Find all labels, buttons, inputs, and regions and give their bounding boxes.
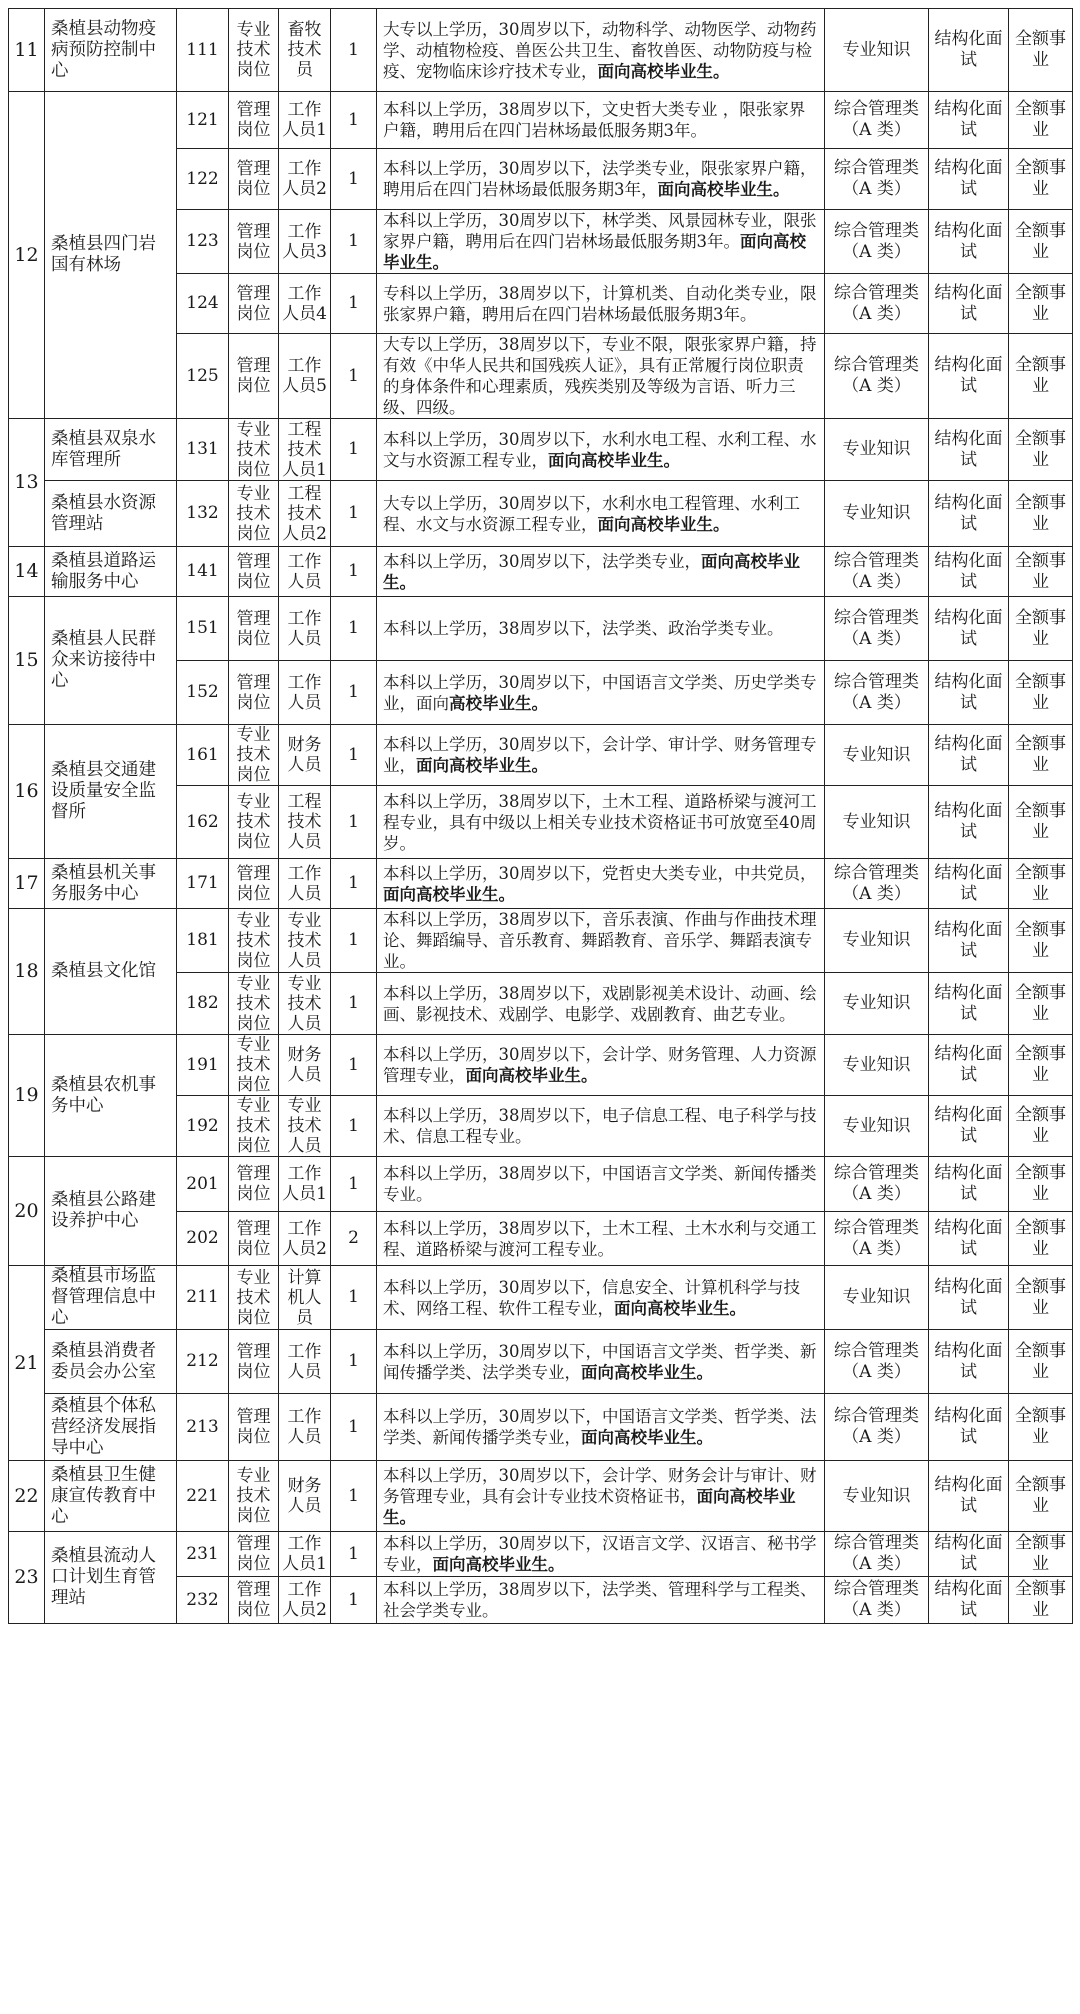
- requirements-cell: [377, 481, 825, 547]
- exam-category-cell: 综合管理类（A 类）: [825, 1532, 929, 1577]
- table-row: [9, 859, 1073, 909]
- headcount-cell: 1: [331, 9, 377, 92]
- position-code-cell: 111: [177, 9, 229, 92]
- exam-category-cell: 专业知识: [825, 909, 929, 973]
- position-title-cell: 工作人员1: [279, 1157, 331, 1212]
- funding-type-cell: 全额事业: [1009, 9, 1073, 92]
- funding-type-cell: 全额事业: [1009, 481, 1073, 547]
- position-title-cell: 工作人员: [279, 1330, 331, 1394]
- unit-name-cell: 桑植县动物疫病预防控制中心: [45, 9, 177, 92]
- headcount-cell: 1: [331, 597, 377, 661]
- table-row: [9, 419, 1073, 481]
- exam-category-cell: 专业知识: [825, 9, 929, 92]
- exam-category-cell: 综合管理类（A 类）: [825, 1330, 929, 1394]
- unit-name-cell: 桑植县公路建设养护中心: [45, 1157, 177, 1266]
- interview-type-cell: 结构化面试: [929, 274, 1009, 334]
- unit-name-cell: 桑植县人民群众来访接待中心: [45, 597, 177, 725]
- requirements-emphasis: 面向高校毕业生。: [548, 450, 680, 470]
- headcount-cell: 1: [331, 973, 377, 1035]
- requirements-emphasis: 面向高校毕业生。: [597, 61, 730, 81]
- interview-type-cell: 结构化面试: [929, 661, 1009, 725]
- position-title-cell: 专业技术人员: [279, 909, 331, 973]
- requirements-cell: [377, 1330, 825, 1394]
- requirements-emphasis: 高校毕业生。: [449, 693, 548, 713]
- unit-name-cell: 桑植县机关事务服务中心: [45, 859, 177, 909]
- position-title-cell: 工作人员5: [279, 334, 331, 419]
- headcount-cell: 1: [331, 786, 377, 859]
- unit-name-cell: 桑植县道路运输服务中心: [45, 547, 177, 597]
- exam-category-cell: 综合管理类（A 类）: [825, 597, 929, 661]
- recruitment-table-document: [8, 8, 1073, 1624]
- requirements-cell: [377, 419, 825, 481]
- funding-type-cell: 全额事业: [1009, 786, 1073, 859]
- position-type-cell: 专业技术岗位: [229, 909, 279, 973]
- requirements-cell: [377, 597, 825, 661]
- headcount-cell: 1: [331, 1461, 377, 1532]
- seq-number-cell: 14: [9, 547, 45, 597]
- position-title-cell: 工作人员4: [279, 274, 331, 334]
- position-code-cell: 201: [177, 1157, 229, 1212]
- requirements-emphasis: 面向高校毕业生。: [383, 1486, 796, 1527]
- requirements-emphasis: 面向高校毕业生。: [383, 884, 515, 904]
- exam-category-cell: 综合管理类（A 类）: [825, 1394, 929, 1461]
- table-row: [9, 1532, 1073, 1577]
- position-title-cell: 工程技术人员1: [279, 419, 331, 481]
- requirements-text: 大专以上学历，38周岁以下，专业不限，限张家界户籍，持有效《中华人民共和国残疾人证》，具有正常履行岗位职责的身体条件和心理素质，残疾类别及等级为言语、听力三级、四级。: [383, 335, 817, 417]
- position-type-cell: 管理岗位: [229, 597, 279, 661]
- position-type-cell: 专业技术岗位: [229, 419, 279, 481]
- funding-type-cell: 全额事业: [1009, 1266, 1073, 1330]
- position-type-cell: 专业技术岗位: [229, 1266, 279, 1330]
- funding-type-cell: 全额事业: [1009, 210, 1073, 274]
- requirements-cell: [377, 334, 825, 419]
- table-row: [9, 1157, 1073, 1212]
- funding-type-cell: 全额事业: [1009, 1394, 1073, 1461]
- requirements-emphasis: 面向高校毕业生。: [383, 232, 806, 272]
- table-row: [9, 1461, 1073, 1532]
- requirements-text: 本科以上学历，30周岁以下，法学类专业，限张家界户籍，聘用后在四门岩林场最低服务期3年，: [383, 159, 817, 199]
- position-title-cell: 专业技术人员: [279, 1096, 331, 1157]
- position-title-cell: 工作人员1: [279, 92, 331, 149]
- funding-type-cell: 全额事业: [1009, 859, 1073, 909]
- requirements-text: 本科以上学历，30周岁以下，会计学、财务管理、人力资源管理专业，: [383, 1045, 817, 1085]
- position-type-cell: 管理岗位: [229, 149, 279, 210]
- funding-type-cell: 全额事业: [1009, 661, 1073, 725]
- requirements-cell: [377, 1577, 825, 1624]
- position-code-cell: 212: [177, 1330, 229, 1394]
- position-title-cell: 工作人员3: [279, 210, 331, 274]
- funding-type-cell: 全额事业: [1009, 725, 1073, 786]
- position-code-cell: 161: [177, 725, 229, 786]
- exam-category-cell: 专业知识: [825, 973, 929, 1035]
- requirements-emphasis: 面向高校毕业生。: [383, 551, 800, 592]
- requirements-emphasis: 面向高校毕业生。: [416, 756, 548, 775]
- unit-name-cell: 桑植县消费者委员会办公室: [45, 1330, 177, 1394]
- funding-type-cell: 全额事业: [1009, 1532, 1073, 1577]
- exam-category-cell: 专业知识: [825, 1266, 929, 1330]
- headcount-cell: 1: [331, 210, 377, 274]
- funding-type-cell: 全额事业: [1009, 909, 1073, 973]
- requirements-cell: [377, 859, 825, 909]
- position-title-cell: 工作人员2: [279, 1577, 331, 1624]
- position-code-cell: 132: [177, 481, 229, 547]
- requirements-emphasis: 面向高校毕业生。: [597, 514, 730, 534]
- headcount-cell: 1: [331, 1532, 377, 1577]
- headcount-cell: 1: [331, 1096, 377, 1157]
- interview-type-cell: 结构化面试: [929, 149, 1009, 210]
- position-type-cell: 专业技术岗位: [229, 1461, 279, 1532]
- position-title-cell: 计算机人员: [279, 1266, 331, 1330]
- position-type-cell: 管理岗位: [229, 1212, 279, 1266]
- position-type-cell: 管理岗位: [229, 1532, 279, 1577]
- seq-number-cell: 17: [9, 859, 45, 909]
- position-type-cell: 专业技术岗位: [229, 9, 279, 92]
- funding-type-cell: 全额事业: [1009, 1461, 1073, 1532]
- funding-type-cell: 全额事业: [1009, 597, 1073, 661]
- position-code-cell: 151: [177, 597, 229, 661]
- funding-type-cell: 全额事业: [1009, 92, 1073, 149]
- requirements-cell: [377, 149, 825, 210]
- exam-category-cell: 综合管理类（A 类）: [825, 859, 929, 909]
- headcount-cell: 1: [331, 661, 377, 725]
- position-code-cell: 122: [177, 149, 229, 210]
- position-title-cell: 财务人员: [279, 1461, 331, 1532]
- table-row: [9, 92, 1073, 149]
- position-code-cell: 202: [177, 1212, 229, 1266]
- interview-type-cell: 结构化面试: [929, 1330, 1009, 1394]
- position-code-cell: 125: [177, 334, 229, 419]
- funding-type-cell: 全额事业: [1009, 274, 1073, 334]
- funding-type-cell: 全额事业: [1009, 547, 1073, 597]
- position-code-cell: 131: [177, 419, 229, 481]
- exam-category-cell: 综合管理类（A 类）: [825, 274, 929, 334]
- seq-number-cell: 12: [9, 92, 45, 419]
- interview-type-cell: 结构化面试: [929, 1157, 1009, 1212]
- funding-type-cell: 全额事业: [1009, 973, 1073, 1035]
- position-title-cell: 工作人员: [279, 597, 331, 661]
- requirements-cell: [377, 1394, 825, 1461]
- requirements-cell: [377, 1461, 825, 1532]
- exam-category-cell: 综合管理类（A 类）: [825, 92, 929, 149]
- requirements-text: 本科以上学历，30周岁以下，会计学、财务会计与审计、财务管理专业，具有会计专业技术资格证书，: [383, 1465, 817, 1506]
- position-code-cell: 171: [177, 859, 229, 909]
- position-type-cell: 管理岗位: [229, 274, 279, 334]
- interview-type-cell: 结构化面试: [929, 210, 1009, 274]
- interview-type-cell: 结构化面试: [929, 859, 1009, 909]
- position-type-cell: 管理岗位: [229, 334, 279, 419]
- headcount-cell: 1: [331, 909, 377, 973]
- headcount-cell: 1: [331, 149, 377, 210]
- position-code-cell: 123: [177, 210, 229, 274]
- table-row: [9, 1266, 1073, 1330]
- table-row: [9, 909, 1073, 973]
- position-title-cell: 工作人员2: [279, 1212, 331, 1266]
- requirements-cell: [377, 1096, 825, 1157]
- table-row: [9, 9, 1073, 92]
- headcount-cell: 1: [331, 274, 377, 334]
- seq-number-cell: 22: [9, 1461, 45, 1532]
- position-title-cell: 工程技术人员: [279, 786, 331, 859]
- seq-number-cell: 11: [9, 9, 45, 92]
- requirements-text: 本科以上学历，38周岁以下，中国语言文学类、新闻传播类专业。: [383, 1164, 817, 1204]
- requirements-emphasis: 面向高校毕业生。: [657, 180, 790, 199]
- position-code-cell: 181: [177, 909, 229, 973]
- interview-type-cell: 结构化面试: [929, 1096, 1009, 1157]
- exam-category-cell: 综合管理类（A 类）: [825, 1157, 929, 1212]
- position-code-cell: 124: [177, 274, 229, 334]
- requirements-cell: [377, 9, 825, 92]
- headcount-cell: 1: [331, 334, 377, 419]
- position-type-cell: 管理岗位: [229, 661, 279, 725]
- position-title-cell: 工作人员: [279, 1394, 331, 1461]
- requirements-text: 本科以上学历，38周岁以下，戏剧影视美术设计、动画、绘画、影视技术、戏剧学、电影学、戏剧教育、曲艺专业。: [383, 983, 817, 1024]
- table-row: [9, 1035, 1073, 1096]
- interview-type-cell: 结构化面试: [929, 597, 1009, 661]
- position-code-cell: 141: [177, 547, 229, 597]
- position-title-cell: 工作人员1: [279, 1532, 331, 1577]
- requirements-text: 本科以上学历，38周岁以下，土木工程、土木水利与交通工程、道路桥梁与渡河工程专业。: [383, 1218, 817, 1259]
- requirements-text: 本科以上学历，38周岁以下，文史哲大类专业 ，限张家界户籍，聘用后在四门岩林场最低服务期3年。: [383, 100, 806, 140]
- headcount-cell: 1: [331, 92, 377, 149]
- table-row: [9, 1330, 1073, 1394]
- requirements-text: 本科以上学历，38周岁以下，土木工程、道路桥梁与渡河工程专业，具有中级以上相关专业技术资格证书可放宽至40周岁。: [383, 791, 817, 853]
- requirements-cell: [377, 1532, 825, 1577]
- funding-type-cell: 全额事业: [1009, 1157, 1073, 1212]
- headcount-cell: 2: [331, 1212, 377, 1266]
- position-title-cell: 财务人员: [279, 1035, 331, 1096]
- interview-type-cell: 结构化面试: [929, 1461, 1009, 1532]
- requirements-cell: [377, 92, 825, 149]
- interview-type-cell: 结构化面试: [929, 1035, 1009, 1096]
- exam-category-cell: 专业知识: [825, 1461, 929, 1532]
- requirements-text: 本科以上学历，30周岁以下，中国语言文学类、历史学类专业，面向: [383, 672, 817, 713]
- exam-category-cell: 综合管理类（A 类）: [825, 547, 929, 597]
- table-row: [9, 725, 1073, 786]
- requirements-text: 大专以上学历，30周岁以下，动物科学、动物医学、动物药学、动植物检疫、兽医公共卫生、畜牧兽医、动物防疫与检疫、宠物临床诊疗技术专业，: [383, 19, 817, 81]
- interview-type-cell: 结构化面试: [929, 786, 1009, 859]
- position-title-cell: 工程技术人员2: [279, 481, 331, 547]
- seq-number-cell: 15: [9, 597, 45, 725]
- position-title-cell: 工作人员: [279, 661, 331, 725]
- headcount-cell: 1: [331, 1330, 377, 1394]
- headcount-cell: 1: [331, 1266, 377, 1330]
- position-type-cell: 管理岗位: [229, 547, 279, 597]
- requirements-cell: [377, 1266, 825, 1330]
- requirements-text: 本科以上学历，30周岁以下，水利水电工程、水利工程、水文与水资源工程专业，: [383, 429, 817, 470]
- requirements-text: 本科以上学历，38周岁以下，电子信息工程、电子科学与技术、信息工程专业。: [383, 1106, 817, 1146]
- funding-type-cell: 全额事业: [1009, 1577, 1073, 1624]
- exam-category-cell: 综合管理类（A 类）: [825, 1212, 929, 1266]
- exam-category-cell: 综合管理类（A 类）: [825, 1577, 929, 1624]
- exam-category-cell: 专业知识: [825, 786, 929, 859]
- interview-type-cell: 结构化面试: [929, 419, 1009, 481]
- unit-name-cell: 桑植县四门岩国有林场: [45, 92, 177, 419]
- unit-name-cell: 桑植县交通建设质量安全监督所: [45, 725, 177, 859]
- interview-type-cell: 结构化面试: [929, 9, 1009, 92]
- interview-type-cell: 结构化面试: [929, 725, 1009, 786]
- requirements-text: 本科以上学历，38周岁以下，法学类、管理科学与工程类、社会学类专业。: [383, 1580, 817, 1620]
- position-code-cell: 213: [177, 1394, 229, 1461]
- requirements-cell: [377, 725, 825, 786]
- requirements-emphasis: 面向高校毕业生。: [432, 1555, 565, 1574]
- seq-number-cell: 20: [9, 1157, 45, 1266]
- requirements-emphasis: 面向高校毕业生。: [581, 1428, 713, 1447]
- unit-name-cell: 桑植县文化馆: [45, 909, 177, 1035]
- unit-name-cell: 桑植县双泉水库管理所: [45, 419, 177, 481]
- requirements-text: 本科以上学历，30周岁以下，信息安全、计算机科学与技术、网络工程、软件工程专业，: [383, 1277, 800, 1318]
- position-type-cell: 专业技术岗位: [229, 725, 279, 786]
- funding-type-cell: 全额事业: [1009, 419, 1073, 481]
- position-type-cell: 管理岗位: [229, 1394, 279, 1461]
- position-title-cell: 工作人员: [279, 859, 331, 909]
- unit-name-cell: 桑植县水资源管理站: [45, 481, 177, 547]
- exam-category-cell: 综合管理类（A 类）: [825, 210, 929, 274]
- requirements-text: 本科以上学历，38周岁以下，法学类、政治学类专业。: [383, 619, 784, 638]
- position-type-cell: 专业技术岗位: [229, 481, 279, 547]
- interview-type-cell: 结构化面试: [929, 92, 1009, 149]
- exam-category-cell: 综合管理类（A 类）: [825, 334, 929, 419]
- exam-category-cell: 综合管理类（A 类）: [825, 149, 929, 210]
- seq-number-cell: 21: [9, 1266, 45, 1461]
- funding-type-cell: 全额事业: [1009, 334, 1073, 419]
- funding-type-cell: 全额事业: [1009, 149, 1073, 210]
- position-code-cell: 191: [177, 1035, 229, 1096]
- position-type-cell: 专业技术岗位: [229, 1035, 279, 1096]
- interview-type-cell: 结构化面试: [929, 909, 1009, 973]
- requirements-text: 专科以上学历，38周岁以下，计算机类、自动化类专业，限张家界户籍，聘用后在四门岩林场最低服务期3年。: [383, 283, 817, 324]
- position-code-cell: 231: [177, 1532, 229, 1577]
- exam-category-cell: 专业知识: [825, 419, 929, 481]
- requirements-emphasis: 面向高校毕业生。: [581, 1362, 713, 1382]
- requirements-cell: [377, 661, 825, 725]
- table-row: [9, 597, 1073, 661]
- headcount-cell: 1: [331, 1157, 377, 1212]
- seq-number-cell: 16: [9, 725, 45, 859]
- headcount-cell: 1: [331, 1035, 377, 1096]
- table-row: [9, 547, 1073, 597]
- unit-name-cell: 桑植县市场监督管理信息中心: [45, 1266, 177, 1330]
- position-code-cell: 192: [177, 1096, 229, 1157]
- interview-type-cell: 结构化面试: [929, 1394, 1009, 1461]
- exam-category-cell: 专业知识: [825, 1096, 929, 1157]
- requirements-text: 本科以上学历，38周岁以下，音乐表演、作曲与作曲技术理论、舞蹈编导、音乐教育、舞蹈教育、音乐学、舞蹈表演专业。: [383, 910, 817, 971]
- position-type-cell: 管理岗位: [229, 1157, 279, 1212]
- position-type-cell: 管理岗位: [229, 210, 279, 274]
- requirements-text: 本科以上学历，30周岁以下，汉语言文学、汉语言、秘书学专业，: [383, 1534, 817, 1574]
- requirements-cell: [377, 274, 825, 334]
- position-code-cell: 182: [177, 973, 229, 1035]
- requirements-text: 本科以上学历，30周岁以下，中国语言文学类、哲学类、新闻传播学类、法学类专业，: [383, 1341, 817, 1382]
- table-row: [9, 1394, 1073, 1461]
- position-title-cell: 工作人员: [279, 547, 331, 597]
- requirements-cell: [377, 547, 825, 597]
- unit-name-cell: 桑植县流动人口计划生育管理站: [45, 1532, 177, 1624]
- position-type-cell: 管理岗位: [229, 1577, 279, 1624]
- seq-number-cell: 13: [9, 419, 45, 547]
- headcount-cell: 1: [331, 859, 377, 909]
- requirements-text: 本科以上学历，30周岁以下，法学类专业，: [383, 551, 701, 571]
- requirements-cell: [377, 973, 825, 1035]
- position-code-cell: 162: [177, 786, 229, 859]
- requirements-cell: [377, 1035, 825, 1096]
- interview-type-cell: 结构化面试: [929, 481, 1009, 547]
- unit-name-cell: 桑植县卫生健康宣传教育中心: [45, 1461, 177, 1532]
- requirements-text: 本科以上学历，30周岁以下，中国语言文学类、哲学类、法学类、新闻传播学类专业，: [383, 1407, 817, 1447]
- exam-category-cell: 专业知识: [825, 725, 929, 786]
- position-type-cell: 专业技术岗位: [229, 1096, 279, 1157]
- funding-type-cell: 全额事业: [1009, 1035, 1073, 1096]
- requirements-cell: [377, 909, 825, 973]
- requirements-text: 本科以上学历，30周岁以下，会计学、审计学、财务管理专业，: [383, 735, 817, 775]
- seq-number-cell: 18: [9, 909, 45, 1035]
- requirements-emphasis: 面向高校毕业生。: [465, 1066, 598, 1085]
- position-type-cell: 管理岗位: [229, 1330, 279, 1394]
- position-type-cell: 管理岗位: [229, 92, 279, 149]
- position-code-cell: 211: [177, 1266, 229, 1330]
- position-type-cell: 管理岗位: [229, 859, 279, 909]
- position-title-cell: 财务人员: [279, 725, 331, 786]
- requirements-emphasis: 面向高校毕业生。: [614, 1298, 746, 1318]
- position-type-cell: 专业技术岗位: [229, 973, 279, 1035]
- position-code-cell: 121: [177, 92, 229, 149]
- headcount-cell: 1: [331, 1577, 377, 1624]
- interview-type-cell: 结构化面试: [929, 1212, 1009, 1266]
- interview-type-cell: 结构化面试: [929, 1532, 1009, 1577]
- seq-number-cell: 23: [9, 1532, 45, 1624]
- position-title-cell: 畜牧技术员: [279, 9, 331, 92]
- position-title-cell: 工作人员2: [279, 149, 331, 210]
- requirements-cell: [377, 1157, 825, 1212]
- requirements-text: 大专以上学历，30周岁以下，水利水电工程管理、水利工程、水文与水资源工程专业，: [383, 493, 800, 534]
- interview-type-cell: 结构化面试: [929, 973, 1009, 1035]
- funding-type-cell: 全额事业: [1009, 1212, 1073, 1266]
- funding-type-cell: 全额事业: [1009, 1096, 1073, 1157]
- unit-name-cell: 桑植县个体私营经济发展指导中心: [45, 1394, 177, 1461]
- exam-category-cell: 专业知识: [825, 1035, 929, 1096]
- interview-type-cell: 结构化面试: [929, 547, 1009, 597]
- position-code-cell: 152: [177, 661, 229, 725]
- headcount-cell: 1: [331, 725, 377, 786]
- position-title-cell: 专业技术人员: [279, 973, 331, 1035]
- exam-category-cell: 专业知识: [825, 481, 929, 547]
- interview-type-cell: 结构化面试: [929, 1266, 1009, 1330]
- table-row: [9, 481, 1073, 547]
- unit-name-cell: 桑植县农机事务中心: [45, 1035, 177, 1157]
- requirements-cell: [377, 786, 825, 859]
- interview-type-cell: 结构化面试: [929, 1577, 1009, 1624]
- seq-number-cell: 19: [9, 1035, 45, 1157]
- funding-type-cell: 全额事业: [1009, 1330, 1073, 1394]
- position-type-cell: 专业技术岗位: [229, 786, 279, 859]
- position-code-cell: 221: [177, 1461, 229, 1532]
- headcount-cell: 1: [331, 481, 377, 547]
- headcount-cell: 1: [331, 547, 377, 597]
- requirements-cell: [377, 210, 825, 274]
- headcount-cell: 1: [331, 419, 377, 481]
- requirements-text: 本科以上学历，30周岁以下，林学类、风景园林专业，限张家界户籍，聘用后在四门岩林场最低服务期3年。: [383, 211, 817, 251]
- position-code-cell: 232: [177, 1577, 229, 1624]
- exam-category-cell: 综合管理类（A 类）: [825, 661, 929, 725]
- table-body: [9, 9, 1073, 1624]
- headcount-cell: 1: [331, 1394, 377, 1461]
- recruitment-table: [8, 8, 1073, 1624]
- interview-type-cell: 结构化面试: [929, 334, 1009, 419]
- requirements-text: 本科以上学历，30周岁以下，党哲史大类专业，中共党员，: [383, 863, 817, 883]
- requirements-cell: [377, 1212, 825, 1266]
